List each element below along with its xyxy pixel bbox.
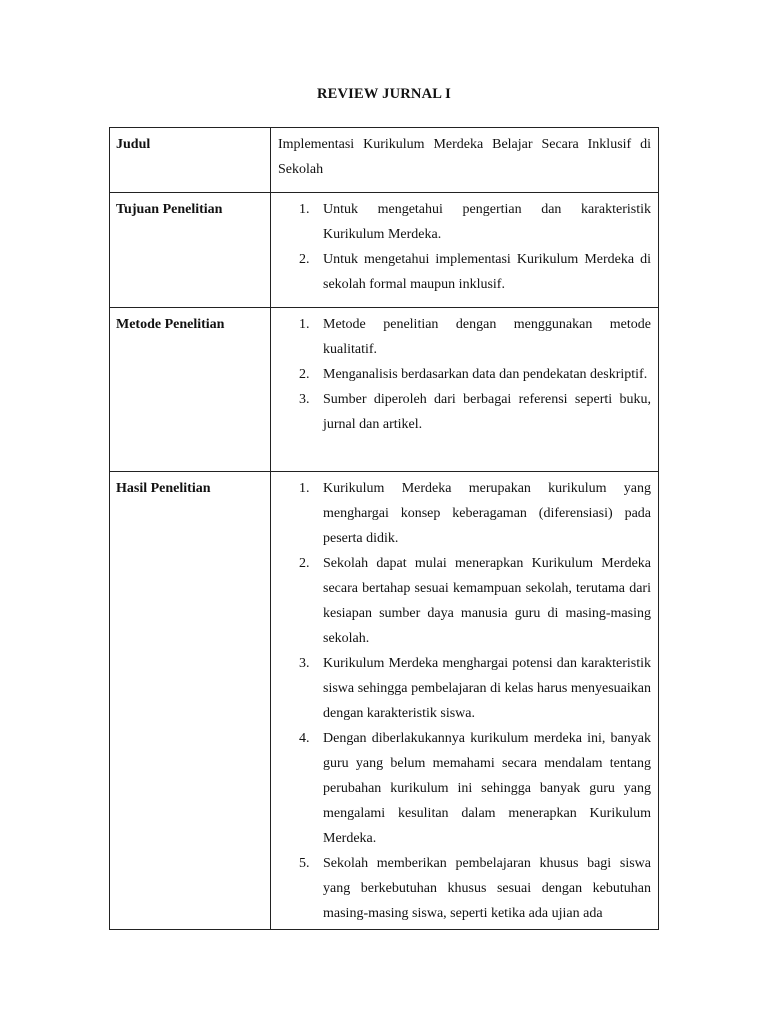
row-value: Implementasi Kurikulum Merdeka Belajar Secara Inklusif di Sekolah xyxy=(271,128,659,193)
list-item xyxy=(278,362,651,387)
row-label: Hasil Penelitian xyxy=(110,472,271,930)
list-number: 1. xyxy=(299,317,310,332)
list-text: Sekolah dapat mulai menerapkan Kurikulum Merdeka secara bertahap sesuai kemampuan sekolah, terutama dari kesiapan sumber daya manusia guru di masing-masing sekolah. xyxy=(323,556,651,646)
list-text: Kurikulum Merdeka menghargai potensi dan karakteristik siswa sehingga pembelajaran di kelas harus menyesuaikan dengan karakteristik siswa. xyxy=(323,656,651,721)
list-text: Untuk mengetahui implementasi Kurikulum Merdeka di sekolah formal maupun inklusif. xyxy=(323,252,651,292)
row-value xyxy=(271,472,659,930)
row-value xyxy=(271,193,659,308)
list-item xyxy=(278,247,651,297)
list-item xyxy=(278,726,651,851)
list-number: 2. xyxy=(299,367,310,382)
page-title: REVIEW JURNAL I xyxy=(316,86,452,102)
list-text: Metode penelitian dengan menggunakan metode kualitatif. xyxy=(323,317,651,357)
cell-content xyxy=(278,476,651,921)
row-label: Tujuan Penelitian xyxy=(110,193,271,308)
table-row-metode xyxy=(110,308,659,472)
list-item xyxy=(278,651,651,726)
list-number: 3. xyxy=(299,656,310,671)
list-text: Menganalisis berdasarkan data dan pendekatan deskriptif. xyxy=(323,367,648,382)
list-item xyxy=(278,387,651,437)
list-text: Untuk mengetahui pengertian dan karakteristik Kurikulum Merdeka. xyxy=(323,202,651,242)
list-number: 5. xyxy=(299,856,310,871)
list-number: 1. xyxy=(299,481,310,496)
row-label: Metode Penelitian xyxy=(110,308,271,472)
table-row-tujuan xyxy=(110,193,659,308)
list-item xyxy=(278,312,651,362)
row-value xyxy=(271,308,659,472)
list-item xyxy=(278,197,651,247)
row-label: Judul xyxy=(110,128,271,193)
table-row-judul xyxy=(110,128,659,193)
numbered-list xyxy=(278,476,651,926)
list-text: Dengan diberlakukannya kurikulum merdeka ini, banyak guru yang belum memahami secara mendalam tentang perubahan kurikulum ini sehingga banyak guru yang mengalami kesulitan dalam menerapkan Kurikulum Merdeka. xyxy=(323,731,651,846)
list-text: Sekolah memberikan pembelajaran khusus bagi siswa yang berkebutuhan khusus sesuai dengan kebutuhan masing-masing siswa, seperti ketika ada ujian ada xyxy=(323,856,651,921)
list-text: Kurikulum Merdeka merupakan kurikulum yang menghargai konsep keberagaman (diferensiasi) pada peserta didik. xyxy=(323,481,651,546)
numbered-list xyxy=(278,312,651,437)
list-number: 2. xyxy=(299,556,310,571)
list-number: 4. xyxy=(299,731,310,746)
list-item xyxy=(278,851,651,926)
numbered-list xyxy=(278,197,651,297)
list-number: 3. xyxy=(299,392,310,407)
list-number: 1. xyxy=(299,202,310,217)
list-item xyxy=(278,551,651,651)
list-number: 2. xyxy=(299,252,310,267)
list-text: Sumber diperoleh dari berbagai referensi seperti buku, jurnal dan artikel. xyxy=(323,392,651,432)
list-item xyxy=(278,476,651,551)
review-table xyxy=(109,127,659,930)
table-row-hasil xyxy=(110,472,659,930)
